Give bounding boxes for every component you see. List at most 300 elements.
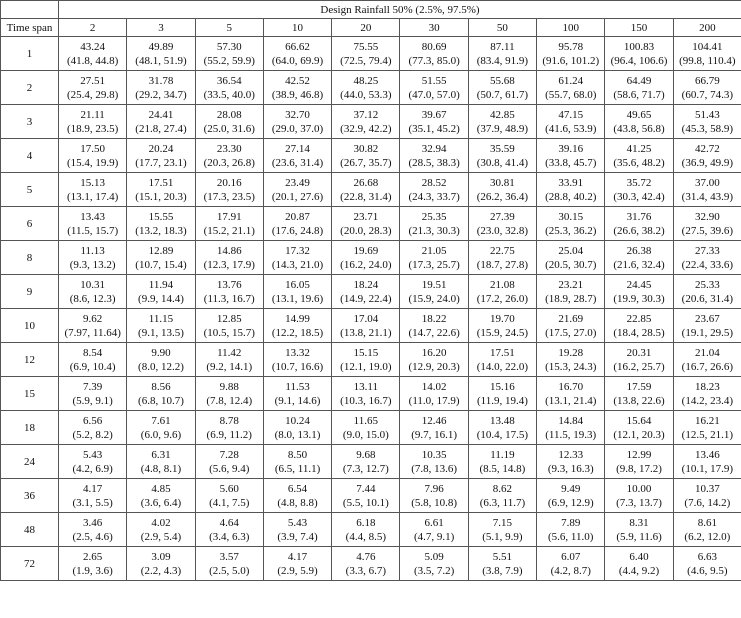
rainfall-value: 80.69: [421, 40, 447, 53]
rainfall-value: 8.78: [219, 414, 239, 427]
rainfall-value: 6.54: [287, 482, 308, 495]
rainfall-value: 11.15: [148, 312, 174, 325]
rainfall-cell: [195, 411, 263, 445]
rainfall-value: 51.43: [694, 108, 720, 121]
rainfall-value: 14.86: [216, 244, 242, 257]
confidence-interval: (1.9, 3.6): [72, 564, 113, 577]
rainfall-cell: [195, 275, 263, 309]
rainfall-cell: [537, 105, 605, 139]
confidence-interval: (5.8, 10.8): [411, 496, 458, 509]
rainfall-value: 10.31: [80, 278, 106, 291]
rainfall-value: 42.72: [694, 142, 720, 155]
rainfall-value: 43.24: [80, 40, 106, 53]
rainfall-value: 5.43: [287, 516, 308, 529]
confidence-interval: (21.6, 32.4): [613, 258, 665, 271]
rainfall-cell: [332, 547, 400, 581]
confidence-interval: (5.9, 9.1): [72, 394, 113, 407]
time-span-cell: 10: [1, 309, 59, 343]
rainfall-value: 4.02: [151, 516, 171, 529]
rainfall-cell: [400, 377, 468, 411]
rainfall-cell: [263, 377, 331, 411]
confidence-interval: (7.3, 13.7): [616, 496, 662, 509]
confidence-interval: (36.9, 49.9): [681, 156, 733, 169]
rainfall-cell: [332, 207, 400, 241]
time-span-cell: 9: [1, 275, 59, 309]
rainfall-value: 16.05: [285, 278, 310, 291]
rainfall-value: 15.13: [80, 176, 106, 189]
confidence-interval: (3.8, 7.9): [482, 564, 523, 577]
rainfall-value: 3.09: [151, 550, 171, 563]
rainfall-cell: [605, 377, 673, 411]
confidence-interval: (3.1, 5.5): [72, 496, 113, 509]
rainfall-value: 9.62: [83, 312, 103, 325]
rainfall-value: 7.61: [151, 414, 171, 427]
rainfall-cell: [59, 37, 127, 71]
rainfall-cell: [195, 513, 263, 547]
rainfall-value: 11.13: [80, 244, 105, 257]
rainfall-cell: [605, 275, 673, 309]
rainfall-value: 66.79: [694, 74, 720, 87]
confidence-interval: (5.1, 9.9): [482, 530, 523, 543]
rainfall-value: 47.15: [558, 108, 584, 121]
confidence-interval: (17.5, 27.0): [545, 326, 597, 339]
confidence-interval: (18.9, 23.5): [66, 122, 119, 135]
confidence-interval: (3.9, 7.4): [277, 530, 318, 543]
confidence-interval: (38.9, 46.8): [271, 88, 324, 101]
rainfall-value: 20.87: [285, 210, 310, 223]
confidence-interval: (6.5, 11.1): [274, 462, 321, 475]
rainfall-value: 27.39: [490, 210, 515, 223]
rainfall-value: 14.84: [558, 414, 584, 427]
confidence-interval: (2.9, 5.4): [140, 530, 182, 543]
confidence-interval: (23.0, 32.8): [476, 224, 529, 237]
rainfall-cell: [673, 343, 741, 377]
rainfall-cell: [537, 139, 605, 173]
confidence-interval: (9.1, 14.6): [274, 394, 321, 407]
rainfall-value: 19.28: [558, 346, 584, 359]
rainfall-value: 4.64: [219, 516, 239, 529]
rainfall-value: 27.51: [80, 74, 106, 87]
rainfall-value: 31.78: [148, 74, 174, 87]
rainfall-value: 23.67: [694, 312, 720, 325]
rainfall-value: 21.05: [421, 244, 447, 257]
confidence-interval: (10.7, 16.6): [271, 360, 324, 373]
confidence-interval: (20.5, 30.7): [545, 258, 597, 271]
rainfall-value: 12.99: [626, 448, 652, 461]
confidence-interval: (41.6, 53.9): [545, 122, 597, 135]
rainfall-value: 5.60: [219, 482, 239, 495]
rainfall-cell: [468, 241, 536, 275]
time-span-cell: 18: [1, 411, 59, 445]
confidence-interval: (20.6, 31.4): [681, 292, 733, 305]
rainfall-value: 2.65: [83, 550, 103, 563]
rainfall-value: 8.56: [151, 380, 171, 393]
rainfall-cell: [263, 71, 331, 105]
rainfall-value: 11.42: [217, 346, 242, 359]
rainfall-value: 21.08: [490, 278, 515, 291]
rainfall-cell: [332, 343, 400, 377]
confidence-interval: (3.4, 6.3): [209, 530, 250, 543]
rainfall-value: 13.46: [694, 448, 720, 461]
rainfall-cell: [673, 241, 741, 275]
rainfall-value: 13.48: [490, 414, 515, 427]
confidence-interval: (6.3, 11.7): [479, 496, 526, 509]
rainfall-cell: [332, 139, 400, 173]
rainfall-cell: [537, 309, 605, 343]
column-header-return-period: 150: [605, 19, 673, 37]
rainfall-value: 6.56: [83, 414, 103, 427]
rainfall-value: 8.31: [629, 516, 649, 529]
confidence-interval: (9.9, 14.4): [138, 292, 184, 305]
rainfall-cell: [59, 377, 127, 411]
rainfall-cell: [468, 377, 536, 411]
rainfall-value: 32.70: [285, 108, 310, 121]
rainfall-cell: [468, 105, 536, 139]
rainfall-cell: [127, 275, 195, 309]
confidence-interval: (17.3, 25.7): [408, 258, 460, 271]
rainfall-cell: [673, 479, 741, 513]
confidence-interval: (8.0, 12.2): [138, 360, 184, 373]
rainfall-cell: [605, 139, 673, 173]
confidence-interval: (7.6, 14.2): [684, 496, 731, 509]
rainfall-value: 16.21: [694, 414, 720, 427]
confidence-interval: (18.9, 28.7): [545, 292, 597, 305]
rainfall-value: 48.25: [353, 74, 379, 87]
rainfall-value: 17.51: [148, 176, 174, 189]
confidence-interval: (13.1, 17.4): [66, 190, 119, 203]
rainfall-value: 57.30: [216, 40, 242, 53]
rainfall-value: 9.90: [151, 346, 171, 359]
rainfall-cell: [195, 343, 263, 377]
confidence-interval: (19.9, 30.3): [613, 292, 665, 305]
rainfall-value: 17.91: [216, 210, 242, 223]
table-row: [1, 309, 741, 343]
rainfall-cell: [127, 343, 195, 377]
rainfall-value: 6.18: [356, 516, 376, 529]
rainfall-cell: [400, 139, 468, 173]
table-row: [1, 343, 741, 377]
rainfall-value: 11.65: [353, 414, 378, 427]
rainfall-cell: [59, 309, 127, 343]
rainfall-value: 8.61: [697, 516, 717, 529]
rainfall-cell: [195, 445, 263, 479]
confidence-interval: (14.2, 23.4): [681, 394, 733, 407]
rainfall-cell: [400, 105, 468, 139]
confidence-interval: (96.4, 106.6): [610, 54, 668, 67]
rainfall-cell: [263, 139, 331, 173]
rainfall-cell: [332, 479, 400, 513]
rainfall-value: 23.30: [216, 142, 242, 155]
rainfall-value: 15.15: [353, 346, 379, 359]
rainfall-cell: [468, 275, 536, 309]
rainfall-cell: [537, 37, 605, 71]
rainfall-cell: [400, 71, 468, 105]
confidence-interval: (12.1, 19.0): [340, 360, 392, 373]
rainfall-cell: [127, 479, 195, 513]
rainfall-cell: [537, 445, 605, 479]
confidence-interval: (12.1, 20.3): [613, 428, 665, 441]
confidence-interval: (25.0, 31.6): [203, 122, 255, 135]
confidence-interval: (13.8, 22.6): [613, 394, 665, 407]
table-row: [1, 173, 741, 207]
time-span-cell: 3: [1, 105, 59, 139]
rainfall-cell: [332, 275, 400, 309]
column-header-return-period: 3: [127, 19, 195, 37]
rainfall-cell: [400, 343, 468, 377]
rainfall-value: 26.38: [626, 244, 652, 257]
rainfall-cell: [468, 445, 536, 479]
rainfall-value: 100.83: [623, 40, 655, 53]
rainfall-value: 23.21: [558, 278, 584, 291]
rainfall-value: 14.99: [285, 312, 310, 325]
confidence-interval: (12.9, 20.3): [408, 360, 460, 373]
rainfall-cell: [468, 207, 536, 241]
rainfall-value: 20.24: [148, 142, 174, 155]
rainfall-value: 35.59: [490, 142, 515, 155]
time-span-cell: 24: [1, 445, 59, 479]
rainfall-value: 36.54: [216, 74, 242, 87]
rainfall-cell: [400, 275, 468, 309]
rainfall-value: 55.68: [490, 74, 515, 87]
rainfall-cell: [332, 377, 400, 411]
confidence-interval: (10.4, 17.5): [476, 428, 529, 441]
rainfall-cell: [263, 105, 331, 139]
confidence-interval: (4.4, 9.2): [618, 564, 660, 577]
confidence-interval: (72.5, 79.4): [340, 54, 392, 67]
rainfall-value: 13.76: [216, 278, 242, 291]
rainfall-cell: [127, 139, 195, 173]
confidence-interval: (17.7, 23.1): [135, 156, 187, 169]
rainfall-cell: [468, 343, 536, 377]
column-header-return-period: 5: [195, 19, 263, 37]
rainfall-cell: [195, 71, 263, 105]
rainfall-value: 12.33: [558, 448, 584, 461]
rainfall-value: 23.49: [285, 176, 310, 189]
rainfall-value: 7.15: [492, 516, 513, 529]
rainfall-value: 75.55: [353, 40, 379, 53]
rainfall-cell: [673, 275, 741, 309]
rainfall-value: 19.69: [353, 244, 379, 257]
confidence-interval: (45.3, 58.9): [681, 122, 733, 135]
confidence-interval: (7.3, 12.7): [342, 462, 389, 475]
rainfall-cell: [59, 343, 127, 377]
confidence-interval: (14.9, 22.4): [340, 292, 392, 305]
rainfall-cell: [605, 173, 673, 207]
confidence-interval: (6.8, 10.7): [138, 394, 184, 407]
table-row: [1, 71, 741, 105]
rainfall-cell: [59, 275, 127, 309]
rainfall-cell: [605, 241, 673, 275]
confidence-interval: (17.2, 26.0): [476, 292, 529, 305]
confidence-interval: (4.2, 8.7): [550, 564, 591, 577]
rainfall-cell: [537, 71, 605, 105]
confidence-interval: (28.8, 40.2): [545, 190, 597, 203]
rainfall-value: 11.19: [490, 448, 515, 461]
rainfall-value: 49.89: [148, 40, 174, 53]
confidence-interval: (3.3, 6.7): [345, 564, 386, 577]
rainfall-cell: [263, 547, 331, 581]
rainfall-value: 26.68: [353, 176, 379, 189]
confidence-interval: (10.5, 15.7): [203, 326, 255, 339]
rainfall-value: 7.89: [561, 516, 581, 529]
confidence-interval: (55.2, 59.9): [203, 54, 255, 67]
rainfall-value: 41.25: [626, 142, 652, 155]
column-header-return-period: 50: [468, 19, 536, 37]
confidence-interval: (25.3, 36.2): [545, 224, 597, 237]
table-row: [1, 513, 741, 547]
rainfall-value: 30.82: [353, 142, 379, 155]
rainfall-cell: [468, 547, 536, 581]
confidence-interval: (8.5, 14.8): [479, 462, 526, 475]
confidence-interval: (10.1, 17.9): [681, 462, 733, 475]
rainfall-cell: [537, 207, 605, 241]
rainfall-cell: [332, 411, 400, 445]
time-span-cell: 72: [1, 547, 59, 581]
rainfall-cell: [673, 513, 741, 547]
confidence-interval: (7.8, 13.6): [411, 462, 458, 475]
confidence-interval: (16.7, 26.6): [681, 360, 733, 373]
confidence-interval: (21.8, 27.4): [135, 122, 187, 135]
confidence-interval: (20.3, 26.8): [203, 156, 255, 169]
rainfall-cell: [400, 241, 468, 275]
rainfall-value: 12.89: [148, 244, 174, 257]
rainfall-cell: [537, 411, 605, 445]
rainfall-value: 104.41: [692, 40, 723, 53]
time-span-cell: 6: [1, 207, 59, 241]
rainfall-value: 5.43: [83, 448, 103, 461]
confidence-interval: (43.8, 56.8): [613, 122, 665, 135]
confidence-interval: (7.97, 11.64): [64, 326, 121, 339]
confidence-interval: (7.8, 12.4): [206, 394, 253, 407]
confidence-interval: (15.1, 20.3): [135, 190, 187, 203]
confidence-interval: (3.6, 6.4): [140, 496, 182, 509]
rainfall-cell: [59, 139, 127, 173]
rainfall-cell: [673, 377, 741, 411]
confidence-interval: (31.4, 43.9): [681, 190, 733, 203]
rainfall-cell: [263, 513, 331, 547]
confidence-interval: (9.7, 16.1): [411, 428, 458, 441]
rainfall-cell: [195, 241, 263, 275]
rainfall-cell: [263, 343, 331, 377]
column-header-return-period: 10: [263, 19, 331, 37]
confidence-interval: (13.8, 21.1): [340, 326, 392, 339]
rainfall-value: 3.57: [219, 550, 239, 563]
rainfall-value: 16.20: [421, 346, 447, 359]
rainfall-value: 23.71: [353, 210, 379, 223]
rainfall-value: 95.78: [558, 40, 584, 53]
rainfall-cell: [605, 37, 673, 71]
rainfall-cell: [468, 479, 536, 513]
rainfall-cell: [195, 37, 263, 71]
rainfall-value: 22.75: [490, 244, 515, 257]
rainfall-value: 4.17: [287, 550, 308, 563]
confidence-interval: (29.2, 34.7): [135, 88, 187, 101]
confidence-interval: (6.9, 12.9): [547, 496, 594, 509]
confidence-interval: (11.5, 15.7): [67, 224, 119, 237]
rainfall-value: 9.88: [219, 380, 239, 393]
time-span-cell: 2: [1, 71, 59, 105]
rainfall-value: 24.45: [626, 278, 652, 291]
confidence-interval: (14.3, 21.0): [271, 258, 324, 271]
rainfall-value: 7.96: [424, 482, 444, 495]
rainfall-cell: [673, 411, 741, 445]
rainfall-value: 8.62: [492, 482, 513, 495]
time-span-cell: 5: [1, 173, 59, 207]
rainfall-value: 9.49: [561, 482, 581, 495]
confidence-interval: (33.8, 45.7): [545, 156, 597, 169]
confidence-interval: (9.8, 17.2): [616, 462, 662, 475]
confidence-interval: (4.6, 9.5): [687, 564, 728, 577]
rainfall-cell: [332, 309, 400, 343]
rainfall-value: 17.32: [285, 244, 310, 257]
rainfall-value: 87.11: [490, 40, 515, 53]
table-row: [1, 207, 741, 241]
rainfall-value: 35.72: [626, 176, 652, 189]
confidence-interval: (22.4, 33.6): [681, 258, 733, 271]
rainfall-cell: [468, 71, 536, 105]
rainfall-cell: [673, 105, 741, 139]
rainfall-value: 7.44: [356, 482, 376, 495]
rainfall-cell: [263, 173, 331, 207]
rainfall-cell: [537, 241, 605, 275]
rainfall-cell: [127, 37, 195, 71]
rainfall-cell: [468, 173, 536, 207]
confidence-interval: (14.7, 22.6): [408, 326, 460, 339]
table-title-row: [1, 1, 741, 19]
rainfall-cell: [332, 37, 400, 71]
rainfall-cell: [468, 411, 536, 445]
rainfall-value: 11.53: [285, 380, 310, 393]
rainfall-value: 9.68: [356, 448, 376, 461]
rainfall-value: 13.11: [353, 380, 378, 393]
rainfall-cell: [332, 445, 400, 479]
rainfall-value: 28.52: [421, 176, 447, 189]
rainfall-cell: [400, 411, 468, 445]
time-span-cell: 36: [1, 479, 59, 513]
confidence-interval: (29.0, 37.0): [271, 122, 324, 135]
rainfall-cell: [468, 139, 536, 173]
confidence-interval: (5.5, 10.1): [342, 496, 389, 509]
confidence-interval: (9.3, 13.2): [69, 258, 116, 271]
rainfall-value: 13.32: [285, 346, 310, 359]
rainfall-cell: [263, 445, 331, 479]
confidence-interval: (4.1, 7.5): [209, 496, 250, 509]
rainfall-value: 5.51: [492, 550, 513, 563]
confidence-interval: (35.1, 45.2): [408, 122, 460, 135]
column-header-return-period: 20: [332, 19, 400, 37]
rainfall-cell: [400, 479, 468, 513]
confidence-interval: (13.1, 21.4): [545, 394, 597, 407]
rainfall-cell: [673, 207, 741, 241]
confidence-interval: (35.6, 48.2): [613, 156, 665, 169]
confidence-interval: (28.5, 38.3): [408, 156, 460, 169]
rainfall-value: 21.69: [558, 312, 584, 325]
rainfall-cell: [59, 479, 127, 513]
rainfall-cell: [263, 479, 331, 513]
confidence-interval: (4.7, 9.1): [413, 530, 455, 543]
rainfall-value: 15.55: [148, 210, 174, 223]
rainfall-cell: [400, 547, 468, 581]
rainfall-value: 64.49: [626, 74, 652, 87]
rainfall-cell: [400, 207, 468, 241]
rainfall-value: 39.67: [421, 108, 447, 121]
rainfall-cell: [127, 309, 195, 343]
confidence-interval: (11.9, 19.4): [476, 394, 528, 407]
rainfall-value: 32.90: [694, 210, 720, 223]
confidence-interval: (9.0, 15.0): [342, 428, 389, 441]
column-header-return-period: 200: [673, 19, 741, 37]
confidence-interval: (14.0, 22.0): [476, 360, 529, 373]
